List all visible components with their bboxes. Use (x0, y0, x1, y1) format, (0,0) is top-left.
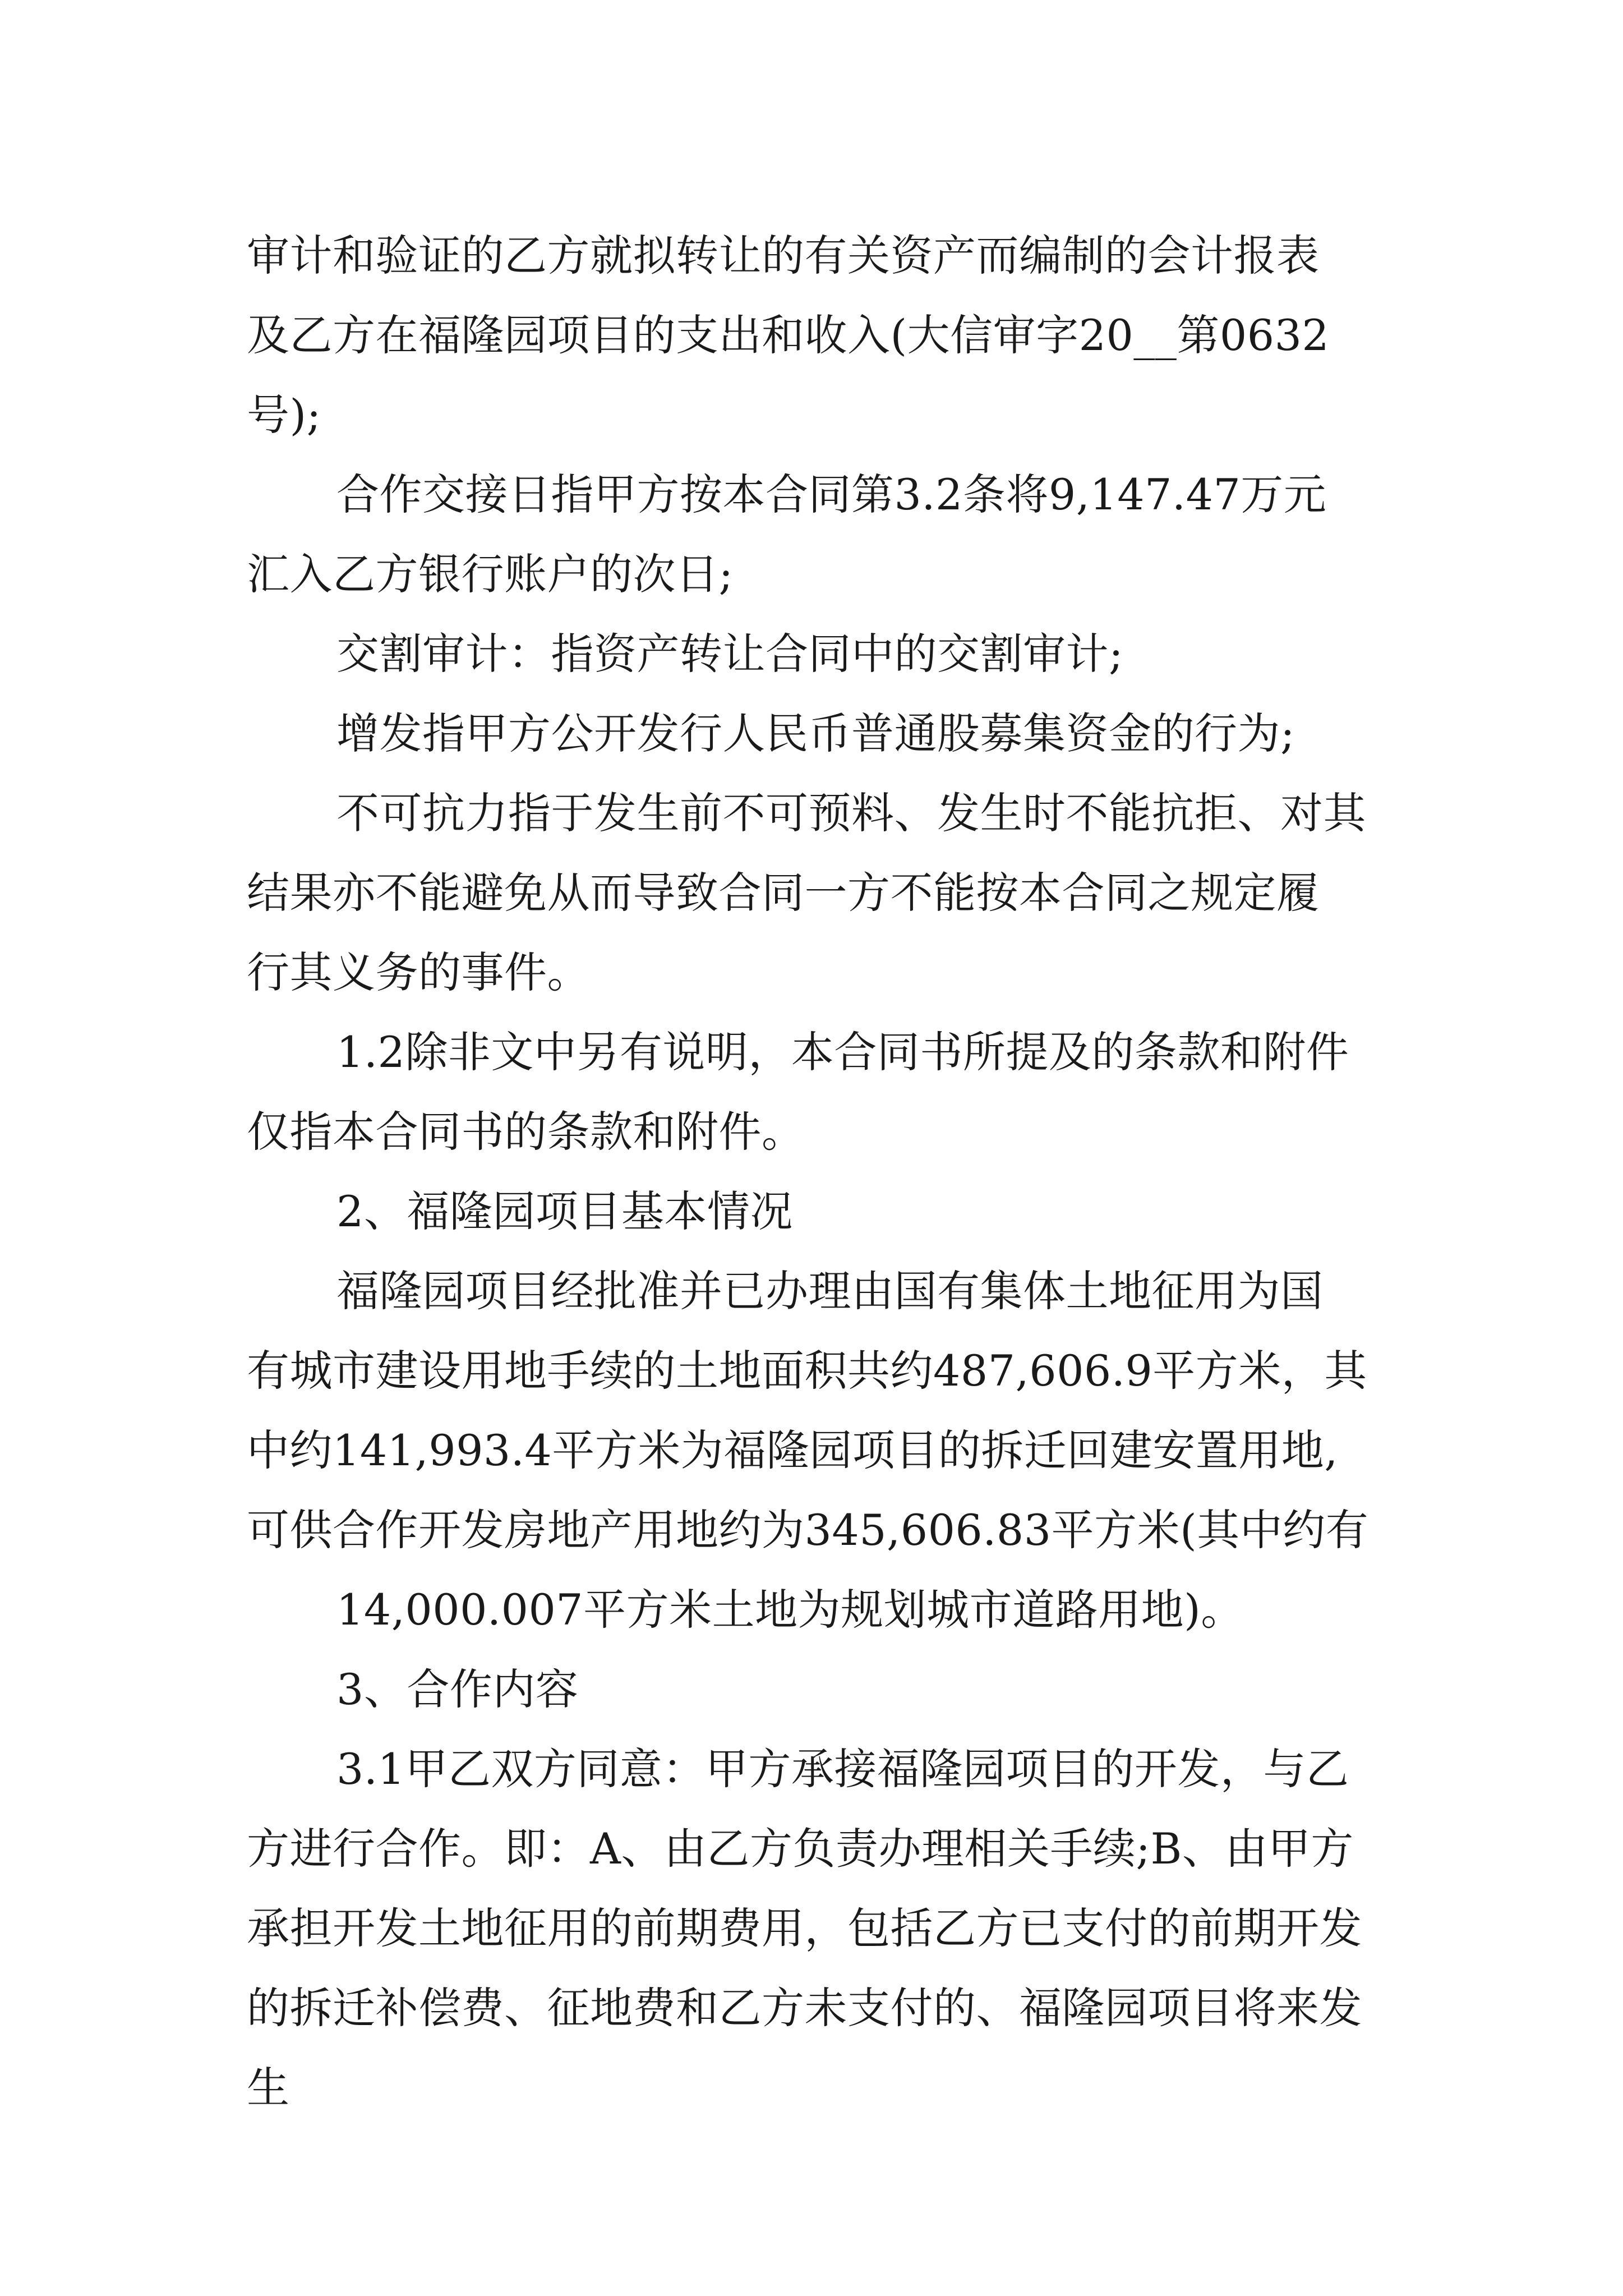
text-line: 行其义务的事件。 (247, 947, 590, 997)
text-line: 方进行合作。即：A、由乙方负责办理相关手续;B、由甲方 (247, 1824, 1354, 1874)
text-line: 承担开发土地征用的前期费用，包括乙方已支付的前期开发 (247, 1903, 1362, 1953)
text-line: 有城市建设用地手续的土地面积共约487,606.9平方米，其 (247, 1346, 1367, 1396)
text-line: 号); (247, 390, 321, 440)
text-line: 的拆迁补偿费、征地费和乙方未支付的、福隆园项目将来发 (247, 1983, 1362, 2033)
text-line: 增发指甲方公开发行人民币普通股募集资金的行为; (336, 708, 1295, 758)
text-line: 14,000.007平方米土地为规划城市道路用地)。 (336, 1585, 1244, 1635)
text-line: 生 (247, 2063, 290, 2113)
text-line: 及乙方在福隆园项目的支出和收入(大信审字20__第0632 (247, 310, 1330, 360)
text-line: 3、合作内容 (336, 1664, 579, 1714)
text-line: 3.1甲乙双方同意：甲方承接福隆园项目的开发，与乙 (336, 1744, 1349, 1794)
text-line: 可供合作开发房地产用地约为345,606.83平方米(其中约有 (247, 1505, 1369, 1555)
text-line: 福隆园项目经批准并已办理由国有集体土地征用为国 (336, 1266, 1324, 1316)
text-line: 中约141,993.4平方米为福隆园项目的拆迁回建安置用地, (247, 1425, 1338, 1475)
text-line: 2、福隆园项目基本情况 (336, 1186, 793, 1236)
text-line: 审计和验证的乙方就拟转让的有关资产而编制的会计报表 (247, 231, 1320, 280)
text-line: 仅指本合同书的条款和附件。 (247, 1107, 805, 1157)
document-body (247, 216, 1413, 2128)
text-line: 结果亦不能避免从而导致合同一方不能按本合同之规定履 (247, 868, 1320, 918)
text-line: 不可抗力指于发生前不可预料、发生时不能抗拒、对其 (336, 788, 1366, 838)
text-line: 合作交接日指甲方按本合同第3.2条将9,147.47万元 (336, 470, 1327, 519)
text-line: 交割审计：指资产转让合同中的交割审计; (336, 629, 1124, 679)
text-line: 1.2除非文中另有说明，本合同书所提及的条款和附件 (336, 1027, 1349, 1077)
text-line: 汇入乙方银行账户的次日; (247, 549, 734, 599)
